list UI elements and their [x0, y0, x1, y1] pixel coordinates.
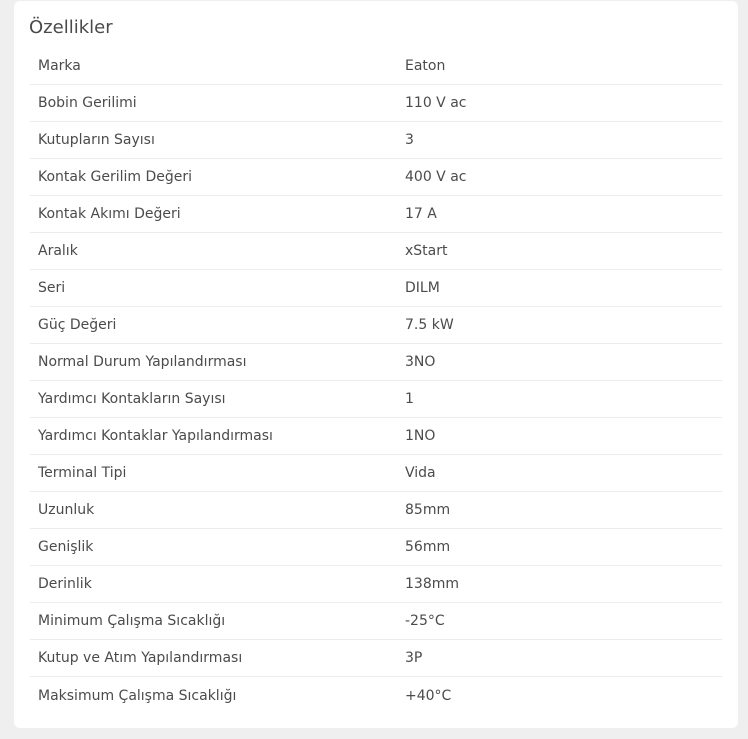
spec-row	[30, 270, 722, 307]
spec-row	[30, 48, 722, 85]
spec-label: Kontak Akımı Değeri	[38, 206, 181, 222]
spec-label: Genişlik	[38, 539, 94, 555]
spec-row	[30, 566, 722, 603]
spec-value: 1NO	[405, 428, 436, 444]
spec-value: 56mm	[405, 539, 451, 555]
spec-row	[30, 233, 722, 270]
spec-label: Minimum Çalışma Sıcaklığı	[38, 613, 226, 629]
spec-value: Eaton	[405, 58, 446, 74]
spec-label: Güç Değeri	[38, 317, 117, 333]
spec-row	[30, 640, 722, 677]
spec-label: Kutupların Sayısı	[38, 132, 155, 148]
spec-row	[30, 85, 722, 122]
spec-row	[30, 529, 722, 566]
spec-value: 110 V ac	[405, 95, 467, 111]
specifications-card	[14, 1, 738, 728]
spec-value: 3NO	[405, 354, 436, 370]
spec-value: 3P	[405, 650, 423, 666]
specifications-table	[30, 48, 722, 714]
spec-label: Yardımcı Kontaklar Yapılandırması	[38, 428, 273, 444]
spec-value: -25°C	[405, 613, 445, 629]
spec-value: 1	[405, 391, 414, 407]
spec-value: 17 A	[405, 206, 437, 222]
spec-value: 85mm	[405, 502, 451, 518]
spec-label: Derinlik	[38, 576, 92, 592]
spec-label: Uzunluk	[38, 502, 95, 518]
spec-row	[30, 159, 722, 196]
spec-label: Kutup ve Atım Yapılandırması	[38, 650, 243, 666]
section-title: Özellikler	[29, 17, 113, 38]
spec-label: Normal Durum Yapılandırması	[38, 354, 247, 370]
spec-value: 138mm	[405, 576, 459, 592]
spec-row	[30, 196, 722, 233]
spec-value: +40°C	[405, 687, 452, 704]
spec-value: xStart	[405, 243, 448, 259]
spec-row	[30, 418, 722, 455]
spec-value: 7.5 kW	[405, 317, 454, 333]
spec-label: Terminal Tipi	[38, 465, 127, 481]
spec-row	[30, 307, 722, 344]
spec-label: Marka	[38, 58, 81, 74]
spec-value: Vida	[405, 465, 436, 481]
spec-row	[30, 344, 722, 381]
spec-row	[30, 492, 722, 529]
spec-value: 3	[405, 132, 414, 148]
spec-label: Maksimum Çalışma Sıcaklığı	[38, 687, 237, 704]
spec-label: Yardımcı Kontakların Sayısı	[38, 391, 226, 407]
spec-value: 400 V ac	[405, 169, 467, 185]
spec-label: Kontak Gerilim Değeri	[38, 169, 193, 185]
spec-row	[30, 455, 722, 492]
spec-row	[30, 381, 722, 418]
spec-label: Aralık	[38, 243, 78, 259]
spec-value: DILM	[405, 280, 440, 296]
spec-label: Seri	[38, 280, 66, 296]
spec-row	[30, 677, 722, 714]
spec-label: Bobin Gerilimi	[38, 95, 137, 111]
spec-row	[30, 122, 722, 159]
spec-row	[30, 603, 722, 640]
